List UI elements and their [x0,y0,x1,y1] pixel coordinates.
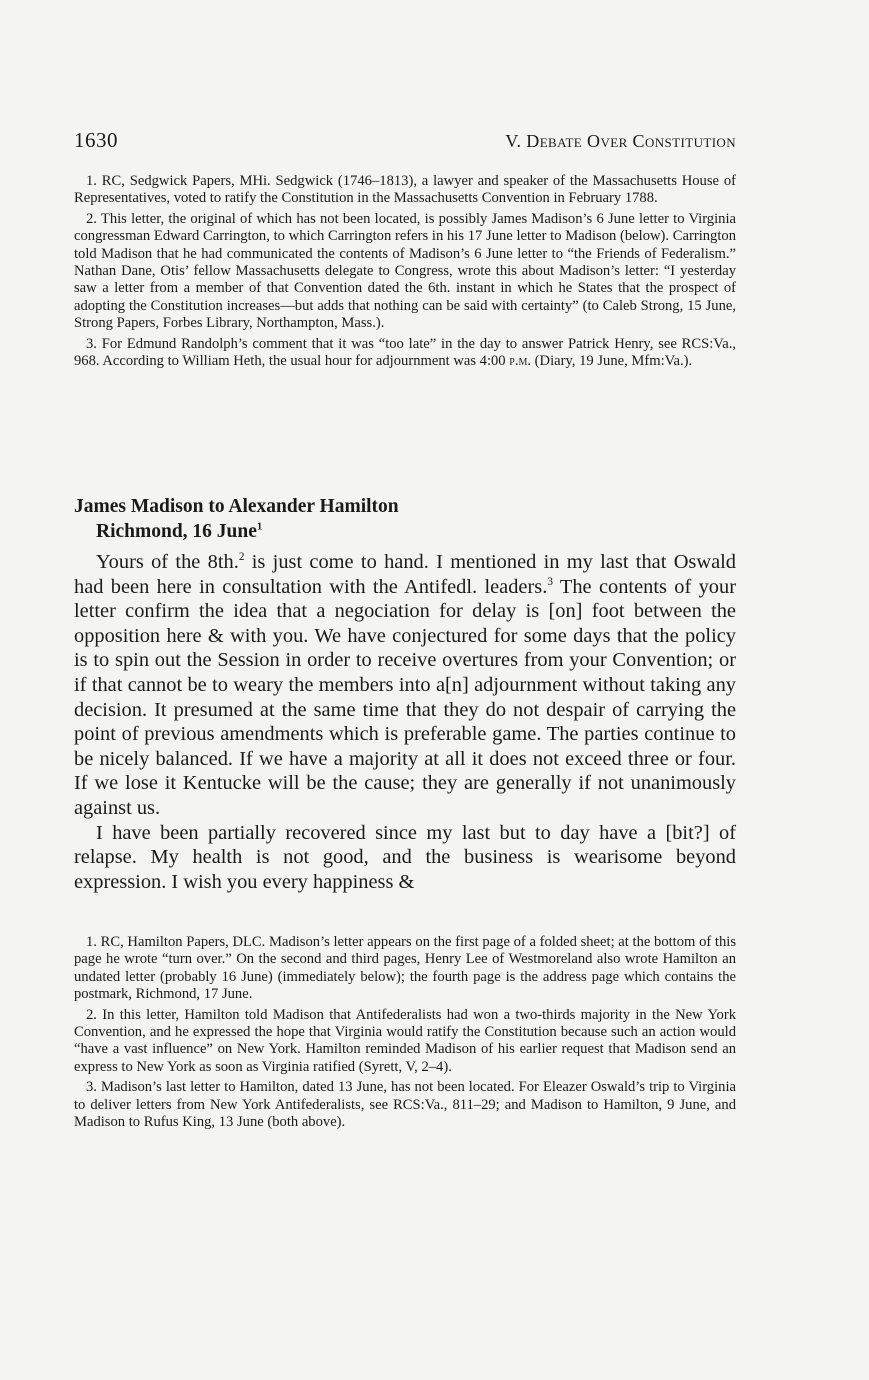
letter-text: is just come to hand. I mentioned in my last that Oswald had been here in consultation with the Antifedl. leaders. [74,551,736,598]
letter-paragraph-1 [74,550,736,821]
document-dateline [74,519,736,544]
dateline-text: Richmond, 16 June [96,521,257,542]
footnote-ref: 3 [547,575,553,588]
page-number: 1630 [74,128,118,152]
running-head [74,128,736,153]
footnote-2: 2. This letter, the original of which has not been located, is possibly James Madison’s 6 June letter to Virginia congressman Edward Carrington, to which Carrington refers in his 17 June letter to Madison (below). Carrington told Madison that he had communicated the contents of Madison’s 6 June letter to “the Friends of Federalism.” Nathan Dane, Otis’ fellow Massachusetts delegate to Congress, wrote this about Madison’s letter: “I yesterday saw a letter from a member of that Convention dated the 6th. instant in which he States that the prospect of adopting the Constitution increases—but adds that nothing can be said with certainty” (to Caleb Strong, 15 June, Strong Papers, Forbes Library, Northampton, Mass.). [74,210,736,332]
letter-text: The contents of your letter confirm the idea that a negociation for delay is [on] foot between the opposition here & with you. We have conjectured for some days that the policy is to spin out the Session in order to receive overtures from your Convention; or if that cannot be to weary the members into a[n] adjournment without taking any decision. It presumed at the same time that they do not despair of carrying the point of previous amendments which is preferable game. The parties continue to be nicely balanced. If we have a majority at all it does not exceed three or four. If we lose it Kentucke will be the cause; they are generally if not unanimously against us. [74,575,736,819]
letter-body [74,550,736,894]
footnote-ref: 1 [256,520,263,533]
letter-text: Yours of the 8th. [96,551,239,573]
footnote-3 [74,336,736,371]
footnote-1: 1. RC, Hamilton Papers, DLC. Madison’s letter appears on the first page of a folded sheet; at the bottom of this page he wrote “turn over.” On the second and third pages, Henry Lee of Westmoreland also wrote Hamilton an undated letter (probably 16 June) (immediately below); the fourth page is the address page which contains the postmark, Richmond, 17 June. [74,934,736,1003]
footnote-3-text-end: (Diary, 19 June, Mfm:Va.). [531,353,693,370]
document-title: James Madison to Alexander Hamilton [74,496,399,517]
document-footnotes [74,934,736,1134]
footnote-3: 3. Madison’s last letter to Hamilton, dated 13 June, has not been located. For Eleazer Oswald’s trip to Virginia to deliver letters from New York Antifederalists, see RCS:Va., 811–29; and Madison to Hamilton, 9 June, and Madison to Rufus King, 13 June (both above). [74,1079,736,1131]
footnote-1: 1. RC, Sedgwick Papers, MHi. Sedgwick (1746–1813), a lawyer and speaker of the Massachusetts House of Representatives, voted to ratify the Constitution in the Massachusetts Convention in February 1788. [74,173,736,207]
footnote-ref: 2 [238,551,245,564]
footnote-3-text: 3. For Edmund Randolph’s comment that it was “too late” in the day to answer Patrick Henry, see RCS:Va., 968. According to William Heth, the usual hour for adjournment was 4:00 [74,335,736,370]
section-title: V. Debate Over Constitution [505,131,736,151]
letter-paragraph-2: I have been partially recovered since my last but to day have a [bit?] of relapse. My health is not good, and the business is wearisome beyond expression. I wish you every happiness & [74,821,736,893]
footnote-2: 2. In this letter, Hamilton told Madison that Antifederalists had won a two-thirds majority in the New York Convention, and he expressed the hope that Virginia would ratify the Constitution because such an action would “have a vast influence” on New York. Hamilton reminded Madison of his earlier request that Madison send an express to New York as soon as Virginia ratified (Syrett, V, 2–4). [74,1006,736,1075]
previous-document-footnotes [74,173,736,373]
document-heading [74,494,736,544]
footnote-3-time-marker: p.m. [509,353,532,370]
